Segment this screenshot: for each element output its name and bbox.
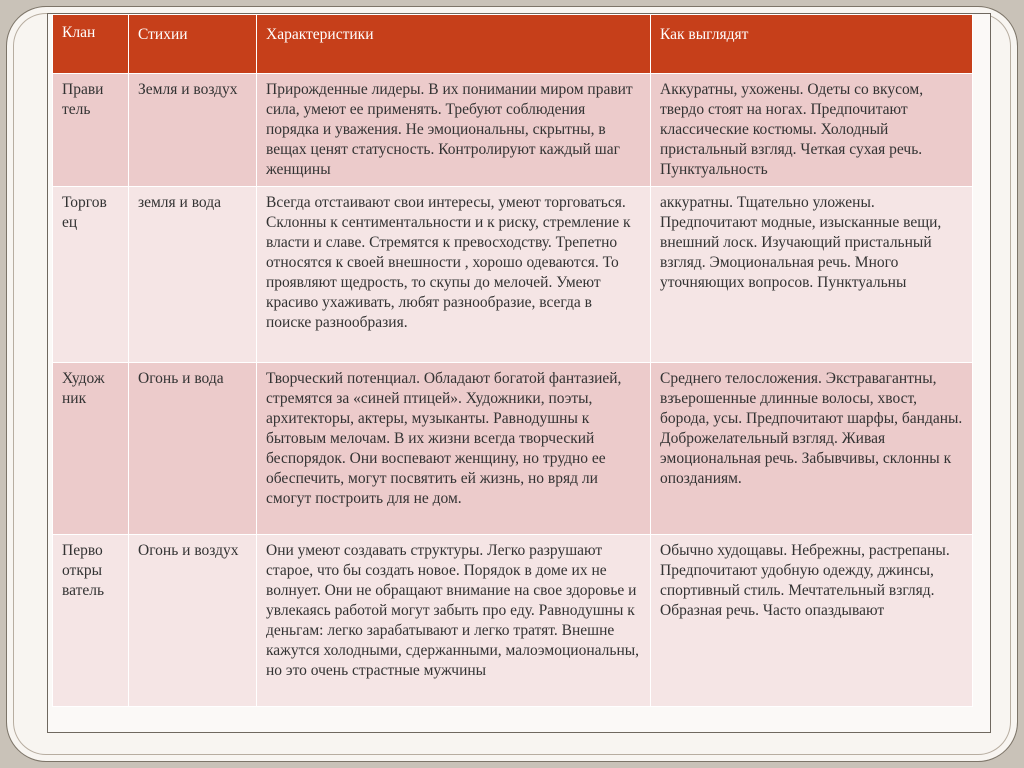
cell-clan: Перво откры ватель xyxy=(53,535,129,707)
header-traits: Характеристики xyxy=(257,15,651,74)
table-row xyxy=(53,74,973,187)
header-clan: Клан xyxy=(53,15,129,74)
cell-looks: аккуратны. Тщательно уложены. Предпочитают модные, изысканные вещи, внешний лоск. Изучающий пристальный взгляд. Эмоциональная речь. Много уточняющих вопросов. Пунктуальны xyxy=(651,187,973,363)
cell-clan: Худож ник xyxy=(53,363,129,535)
clans-table xyxy=(52,14,973,707)
table-row xyxy=(53,363,973,535)
cell-elements: Огонь и вода xyxy=(129,363,257,535)
cell-clan: Прави тель xyxy=(53,74,129,187)
cell-traits: Прирожденные лидеры. В их понимании миром правит сила, умеют ее применять. Требуют соблюдения порядка и уважения. Не эмоциональны, скрытны, в вещах ценят статусность. Контролируют каждый шаг женщины xyxy=(257,74,651,187)
cell-clan: Торгов ец xyxy=(53,187,129,363)
table-row xyxy=(53,535,973,707)
cell-traits: Творческий потенциал. Обладают богатой фантазией, стремятся за «синей птицей». Художники, поэты, архитекторы, актеры, музыканты. Равнодушны к бытовым мелочам. В их жизни всегда творческий беспорядок. Они воспевают женщину, но трудно ее обеспечить, могут посвятить ей жизнь, но вряд ли смогут построить для не дом. xyxy=(257,363,651,535)
cell-traits: Они умеют создавать структуры. Легко разрушают старое, что бы создать новое. Порядок в доме их не волнует. Они не обращают внимание на свое здоровье и увлекаясь работой могут забыть про еду. Равнодушны к деньгам: легко зарабатывают и легко тратят. Внешне кажутся холодными, сдержанными, малоэмоциональны, но это очень страстные мужчины xyxy=(257,535,651,707)
table-row xyxy=(53,187,973,363)
header-elements: Стихии xyxy=(129,15,257,74)
cell-traits: Всегда отстаивают свои интересы, умеют торговаться. Склонны к сентиментальности и к риску, стремление к власти и славе. Стремятся к превосходству. Трепетно относятся к своей внешности , хорошо одеваются. То проявляют щедрость, то скупы до мелочей. Умеют красиво ухаживать, любят разнообразие, всегда в поиске разнообразия. xyxy=(257,187,651,363)
cell-elements: Земля и воздух xyxy=(129,74,257,187)
cell-elements: земля и вода xyxy=(129,187,257,363)
header-looks: Как выглядят xyxy=(651,15,973,74)
cell-looks: Среднего телосложения. Экстравагантны, взъерошенные длинные волосы, хвост, борода, усы. Предпочитают шарфы, банданы. Доброжелательный взгляд. Живая эмоциональная речь. Забывчивы, склонны к опозданиям. xyxy=(651,363,973,535)
cell-looks: Аккуратны, ухожены. Одеты со вкусом, твердо стоят на ногах. Предпочитают классические костюмы. Холодный пристальный взгляд. Четкая сухая речь. Пунктуальность xyxy=(651,74,973,187)
cell-looks: Обычно худощавы. Небрежны, растрепаны. Предпочитают удобную одежду, джинсы, спортивный стиль. Мечтательный взгляд. Образная речь. Часто опаздывают xyxy=(651,535,973,707)
cell-elements: Огонь и воздух xyxy=(129,535,257,707)
header-row xyxy=(53,15,973,74)
